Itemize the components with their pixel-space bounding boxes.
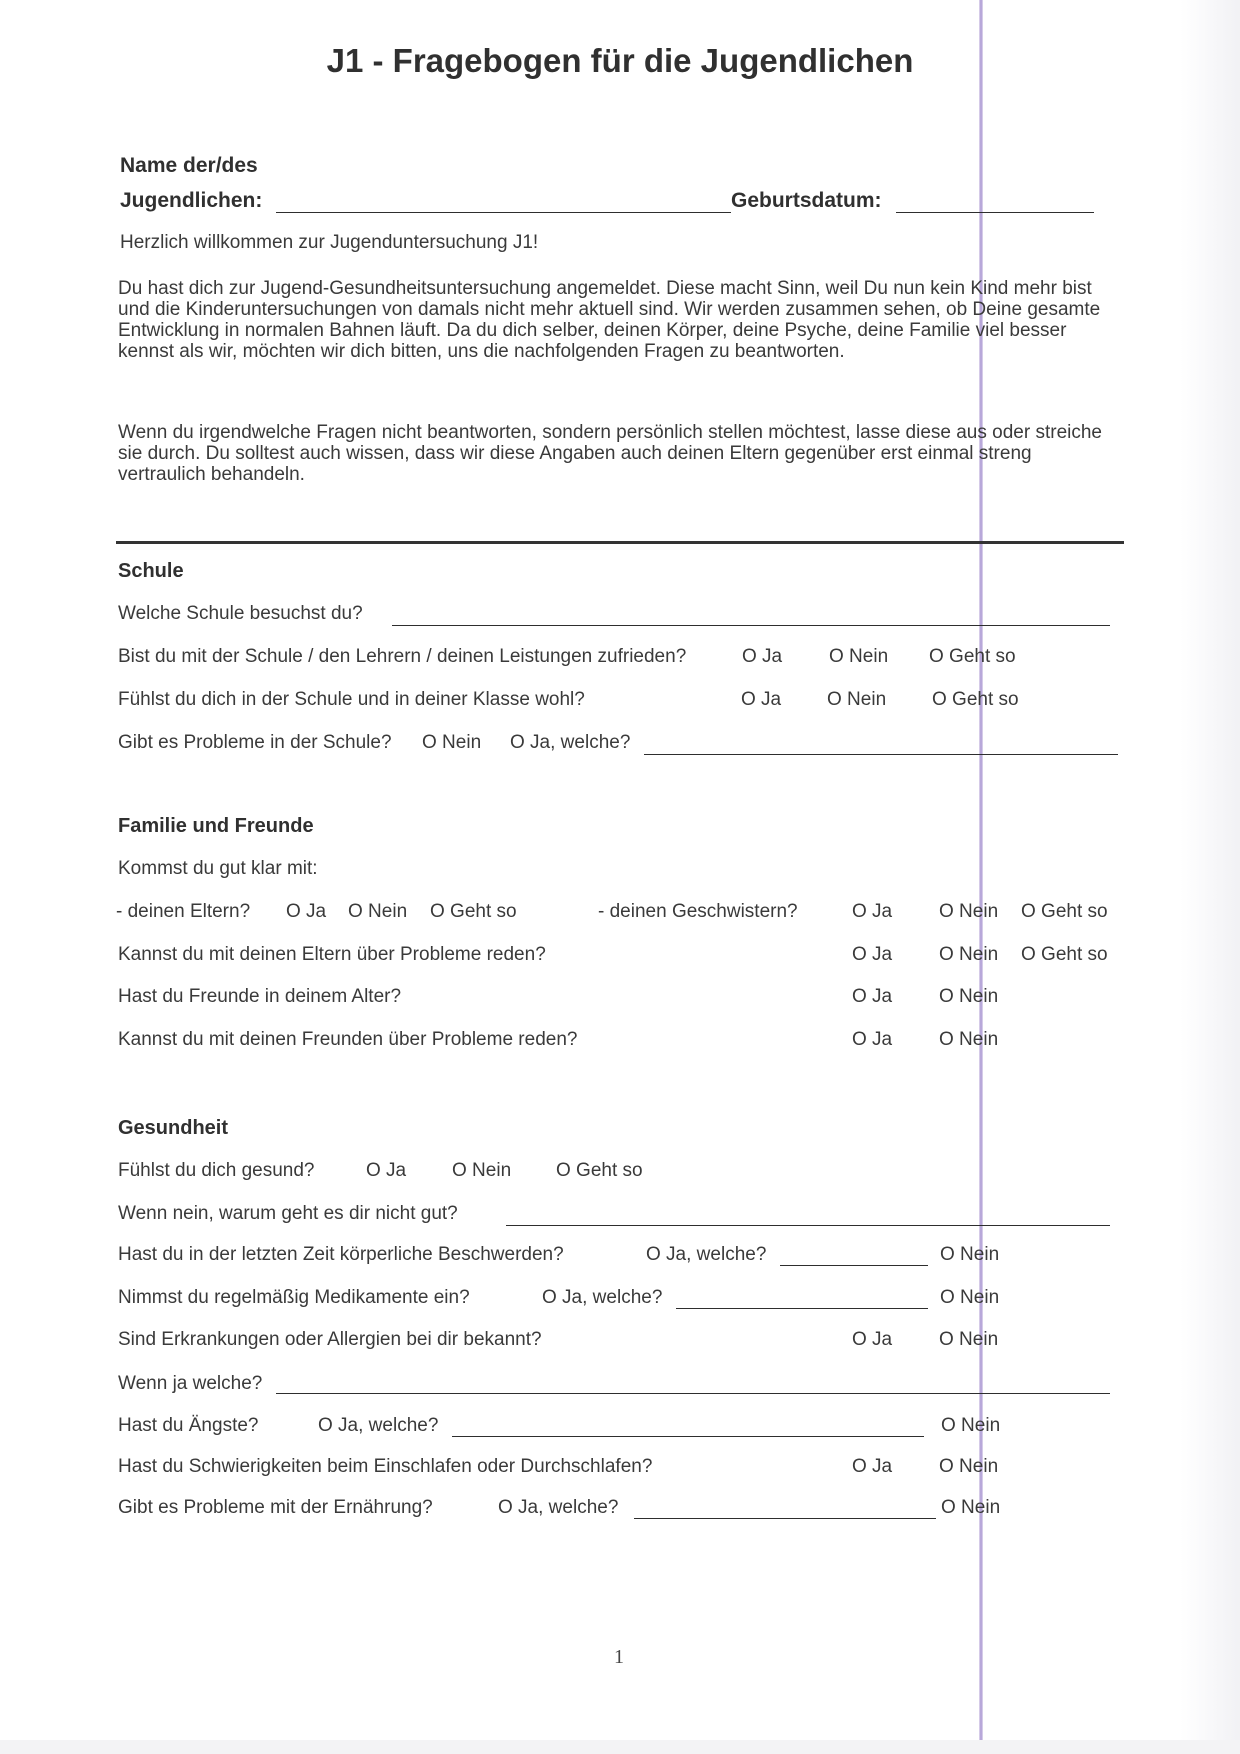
medication-option-ja-welche[interactable]: O Ja, welche? (542, 1287, 663, 1308)
why-not-well-input-line[interactable] (506, 1225, 1110, 1226)
talk-parents-option-geht-so[interactable]: O Geht so (1021, 944, 1108, 965)
welcome-text: Herzlich willkommen zur Jugenduntersuchung J1! (120, 232, 539, 253)
siblings-option-nein[interactable]: O Nein (939, 901, 999, 922)
question-talk-friends: Kannst du mit deinen Freunden über Probleme reden? (118, 1029, 578, 1050)
question-sleep-problems: Hast du Schwierigkeiten beim Einschlafen oder Durchschlafen? (118, 1456, 653, 1477)
section-heading-familie: Familie und Freunde (118, 815, 314, 837)
school-wellbeing-option-nein[interactable]: O Nein (827, 689, 887, 710)
section-heading-gesundheit: Gesundheit (118, 1117, 229, 1139)
school-problems-option-ja-welche[interactable]: O Ja, welche? (510, 732, 631, 753)
question-parents: - deinen Eltern? (116, 901, 251, 922)
illness-allergies-option-ja[interactable]: O Ja (852, 1329, 893, 1350)
parents-option-nein[interactable]: O Nein (348, 901, 408, 922)
feel-healthy-option-geht-so[interactable]: O Geht so (556, 1160, 643, 1181)
physical-complaints-input-line[interactable] (780, 1265, 928, 1266)
question-school-name: Welche Schule besuchst du? (118, 603, 363, 624)
question-physical-complaints: Hast du in der letzten Zeit körperliche Beschwerden? (118, 1244, 564, 1265)
fears-option-ja-welche[interactable]: O Ja, welche? (318, 1415, 439, 1436)
nutrition-option-nein[interactable]: O Nein (941, 1497, 1001, 1518)
question-medication: Nimmst du regelmäßig Medikamente ein? (118, 1287, 470, 1308)
talk-friends-option-ja[interactable]: O Ja (852, 1029, 893, 1050)
school-wellbeing-option-geht-so[interactable]: O Geht so (932, 689, 1019, 710)
physical-complaints-option-ja-welche[interactable]: O Ja, welche? (646, 1244, 767, 1265)
scan-artifact-line (979, 0, 983, 1754)
sleep-problems-option-ja[interactable]: O Ja (852, 1456, 893, 1477)
school-problems-input-line[interactable] (644, 754, 1118, 755)
question-which-illness: Wenn ja welche? (118, 1373, 263, 1394)
siblings-option-ja[interactable]: O Ja (852, 901, 893, 922)
section-divider (116, 541, 1124, 544)
scan-edge-shade (1180, 0, 1240, 1754)
page-title: J1 - Fragebogen für die Jugendlichen (326, 42, 914, 79)
school-wellbeing-option-ja[interactable]: O Ja (741, 689, 782, 710)
parents-option-ja[interactable]: O Ja (286, 901, 327, 922)
siblings-option-geht-so[interactable]: O Geht so (1021, 901, 1108, 922)
fears-option-nein[interactable]: O Nein (941, 1415, 1001, 1436)
school-satisfaction-option-geht-so[interactable]: O Geht so (929, 646, 1016, 667)
question-friends-age: Hast du Freunde in deinem Alter? (118, 986, 402, 1007)
question-family-intro: Kommst du gut klar mit: (118, 858, 318, 879)
question-why-not-well: Wenn nein, warum geht es dir nicht gut? (118, 1203, 458, 1224)
which-illness-input-line[interactable] (276, 1393, 1110, 1394)
physical-complaints-option-nein[interactable]: O Nein (940, 1244, 1000, 1265)
question-siblings: - deinen Geschwistern? (598, 901, 798, 922)
fears-input-line[interactable] (452, 1436, 924, 1437)
nutrition-option-ja-welche[interactable]: O Ja, welche? (498, 1497, 619, 1518)
school-satisfaction-option-nein[interactable]: O Nein (829, 646, 889, 667)
nutrition-input-line[interactable] (634, 1518, 936, 1519)
friends-age-option-ja[interactable]: O Ja (852, 986, 893, 1007)
section-heading-schule: Schule (118, 560, 184, 582)
question-school-wellbeing: Fühlst du dich in der Schule und in deiner Klasse wohl? (118, 689, 585, 710)
sleep-problems-option-nein[interactable]: O Nein (939, 1456, 999, 1477)
talk-parents-option-ja[interactable]: O Ja (852, 944, 893, 965)
question-illness-allergies: Sind Erkrankungen oder Allergien bei dir bekannt? (118, 1329, 542, 1350)
question-talk-parents: Kannst du mit deinen Eltern über Probleme reden? (118, 944, 546, 965)
feel-healthy-option-ja[interactable]: O Ja (366, 1160, 407, 1181)
name-label-line2: Jugendlichen: (120, 189, 263, 212)
school-name-input-line[interactable] (392, 625, 1110, 626)
talk-parents-option-nein[interactable]: O Nein (939, 944, 999, 965)
medication-input-line[interactable] (676, 1308, 928, 1309)
school-satisfaction-option-ja[interactable]: O Ja (742, 646, 783, 667)
name-label-line1: Name der/des (120, 154, 258, 177)
question-feel-healthy: Fühlst du dich gesund? (118, 1160, 315, 1181)
page-number: 1 (614, 1646, 624, 1668)
medication-option-nein[interactable]: O Nein (940, 1287, 1000, 1308)
birthdate-input-line[interactable] (896, 212, 1094, 213)
question-nutrition: Gibt es Probleme mit der Ernährung? (118, 1497, 433, 1518)
parents-option-geht-so[interactable]: O Geht so (430, 901, 517, 922)
birthdate-label: Geburtsdatum: (731, 189, 882, 212)
question-fears: Hast du Ängste? (118, 1415, 259, 1436)
friends-age-option-nein[interactable]: O Nein (939, 986, 999, 1007)
intro-paragraph-1: Du hast dich zur Jugend-Gesundheitsuntersuchung angemeldet. Diese macht Sinn, weil Du nun kein Kind mehr bist und die Kinderuntersuchungen von damals nicht mehr aktuell sind. Wir werden zusammen sehen, ob Deine gesamte Entwicklung in normalen Bahnen läuft. Da du dich selber, deinen Körper, deine Psyche, deine Familie viel besser kennst als wir, möchten wir dich bitten, uns die nachfolgenden Fragen zu beantworten. (118, 278, 1101, 362)
intro-paragraph-2: Wenn du irgendwelche Fragen nicht beantworten, sondern persönlich stellen möchtest, lasse diese aus oder streiche sie durch. Du solltest auch wissen, dass wir diese Angaben auch deinen Eltern gegenüber erst einmal streng vertraulich behandeln. (118, 422, 1102, 485)
scan-bottom-shade (0, 1740, 1240, 1754)
illness-allergies-option-nein[interactable]: O Nein (939, 1329, 999, 1350)
talk-friends-option-nein[interactable]: O Nein (939, 1029, 999, 1050)
question-school-problems: Gibt es Probleme in der Schule? (118, 732, 392, 753)
name-input-line[interactable] (276, 212, 731, 213)
school-problems-option-nein[interactable]: O Nein (422, 732, 482, 753)
question-school-satisfaction: Bist du mit der Schule / den Lehrern / deinen Leistungen zufrieden? (118, 646, 687, 667)
feel-healthy-option-nein[interactable]: O Nein (452, 1160, 512, 1181)
